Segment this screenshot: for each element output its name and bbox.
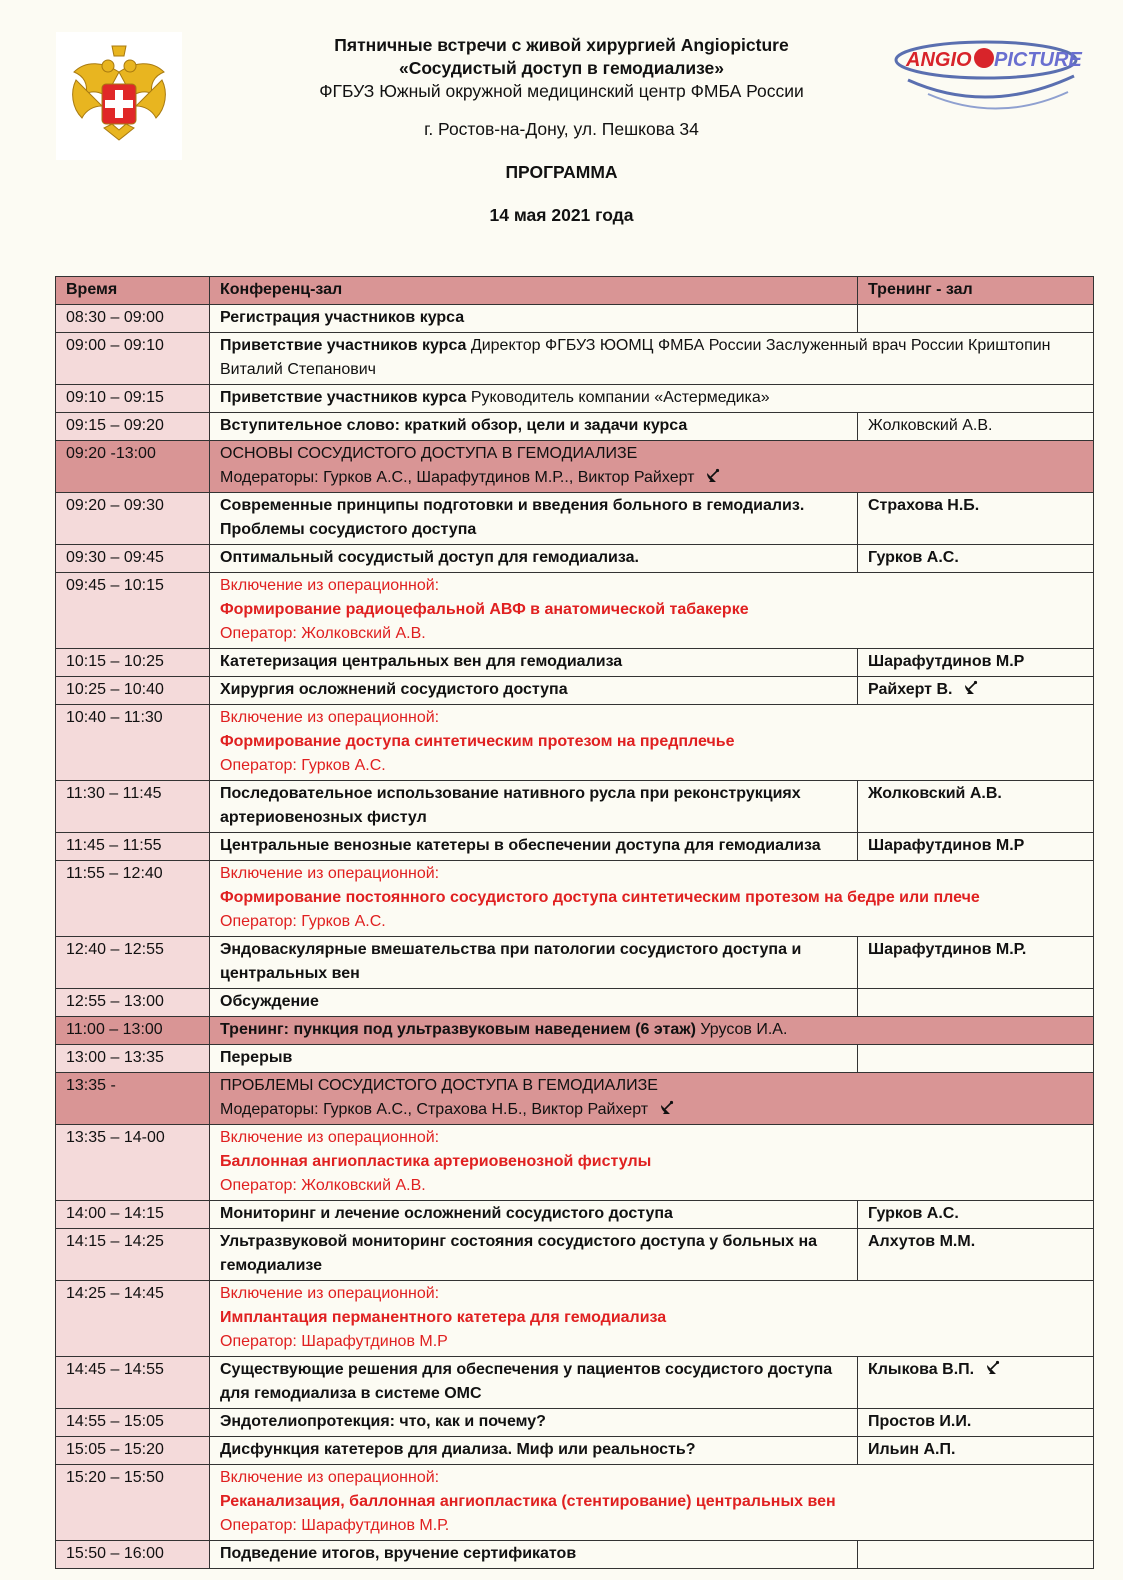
- time-cell: 13:35 -: [56, 1073, 210, 1125]
- trainer-cell: [858, 1229, 1094, 1281]
- topic-cell: [210, 677, 858, 705]
- live-intro: Включение из операционной:: [220, 1285, 440, 1302]
- topic-cell: [210, 705, 1094, 781]
- section-row: [56, 1073, 1094, 1125]
- topic-cell: [210, 937, 858, 989]
- trainer-cell: [858, 545, 1094, 573]
- trainer-name: Алхутов М.М.: [868, 1233, 976, 1250]
- trainer-cell: [858, 1201, 1094, 1229]
- operator: Оператор: Жолковский А.В.: [220, 1177, 426, 1194]
- course-title: «Сосудистый доступ в гемодиализе»: [398, 58, 725, 78]
- table-row: [56, 1281, 1094, 1357]
- topic-title: Оптимальный сосудистый доступ для гемодиализа.: [220, 549, 639, 566]
- col-train-header: Тренинг - зал: [858, 277, 1094, 305]
- topic-cell: [210, 1281, 1094, 1357]
- section-title: ОСНОВЫ СОСУДИСТОГО ДОСТУПА В ГЕМОДИАЛИЗЕ: [220, 445, 638, 462]
- topic-details: Руководитель компании «Астермедика»: [466, 389, 770, 406]
- time-cell: 11:00 – 13:00: [56, 1017, 210, 1045]
- trainer-cell: [858, 1409, 1094, 1437]
- operator: Оператор: Гурков А.С.: [220, 757, 386, 774]
- topic-title: Эндотелиопротекция: что, как и почему?: [220, 1413, 546, 1430]
- moderators-text: Модераторы: Гурков А.С., Шарафутдинов М.Р.., Виктор Райхерт: [220, 469, 695, 486]
- time-cell: 09:20 – 09:30: [56, 493, 210, 545]
- topic-title: Тренинг: пункция под ультразвуковым наведением (6 этаж): [220, 1021, 696, 1038]
- live-title: Формирование радиоцефальной АВФ в анатомической табакерке: [220, 601, 749, 618]
- table-row: [56, 677, 1094, 705]
- trainer-name: Райхерт В.: [868, 681, 953, 698]
- table-row: [56, 305, 1094, 333]
- topic-cell: [210, 1017, 1094, 1045]
- topic-cell: [210, 1229, 858, 1281]
- topic-title: Катетеризация центральных вен для гемодиализа: [220, 653, 623, 670]
- time-cell: 09:20 -13:00: [56, 441, 210, 493]
- table-row: [56, 333, 1094, 385]
- topic-cell: [210, 1201, 858, 1229]
- program-table: [55, 276, 1094, 1569]
- operator: Оператор: Жолковский А.В.: [220, 625, 426, 642]
- trainer-name: Шарафутдинов М.Р: [868, 653, 1025, 670]
- operator: Оператор: Гурков А.С.: [220, 913, 386, 930]
- trainer-cell: [858, 649, 1094, 677]
- table-row: [56, 989, 1094, 1017]
- table-row: [56, 1465, 1094, 1541]
- time-cell: 09:10 – 09:15: [56, 385, 210, 413]
- trainer-cell: [858, 305, 1094, 333]
- time-cell: 13:00 – 13:35: [56, 1045, 210, 1073]
- section-title: ПРОБЛЕМЫ СОСУДИСТОГО ДОСТУПА В ГЕМОДИАЛИЗЕ: [220, 1077, 658, 1094]
- live-intro: Включение из операционной:: [220, 577, 440, 594]
- section-row: [56, 441, 1094, 493]
- trainer-cell: [858, 677, 1094, 705]
- trainer-name: Жолковский А.В.: [868, 417, 993, 434]
- trainer-name: Клыкова В.П.: [868, 1361, 975, 1378]
- trainer-name: Ильин А.П.: [868, 1441, 956, 1458]
- svg-text:PICTURE: PICTURE: [994, 49, 1082, 71]
- time-cell: 13:35 – 14-00: [56, 1125, 210, 1201]
- topic-details: Урусов И.А.: [695, 1021, 788, 1038]
- trainer-cell: [858, 937, 1094, 989]
- time-cell: 15:50 – 16:00: [56, 1541, 210, 1569]
- table-row: [56, 1409, 1094, 1437]
- live-intro: Включение из операционной:: [220, 865, 440, 882]
- topic-cell: [210, 1357, 858, 1409]
- col-time-header: Время: [56, 277, 210, 305]
- live-intro: Включение из операционной:: [220, 1469, 440, 1486]
- time-cell: 09:15 – 09:20: [56, 413, 210, 441]
- topic-title: Существующие решения для обеспечения у пациентов сосудистого доступа для гемодиализа в системе ОМС: [220, 1361, 833, 1402]
- program-date: 14 мая 2021 года: [489, 205, 634, 225]
- topic-title: Современные принципы подготовки и введения больного в гемодиализ. Проблемы сосудистого доступа: [220, 497, 805, 538]
- topic-cell: [210, 413, 858, 441]
- live-title: Имплантация перманентного катетера для гемодиализа: [220, 1309, 667, 1326]
- trainer-name: Жолковский А.В.: [868, 785, 1002, 802]
- time-cell: 10:15 – 10:25: [56, 649, 210, 677]
- satellite-dish-icon: [658, 1099, 676, 1117]
- time-cell: 14:45 – 14:55: [56, 1357, 210, 1409]
- satellite-dish-icon: [962, 679, 980, 697]
- time-cell: 10:25 – 10:40: [56, 677, 210, 705]
- topic-title: Мониторинг и лечение осложнений сосудистого доступа: [220, 1205, 673, 1222]
- table-row: [56, 1357, 1094, 1409]
- program-heading: ПРОГРАММА: [505, 162, 618, 182]
- trainer-cell: [858, 413, 1094, 441]
- table-row: [56, 573, 1094, 649]
- satellite-dish-icon: [984, 1359, 1002, 1377]
- table-header-row: [56, 277, 1094, 305]
- topic-cell: [210, 1073, 1094, 1125]
- table-row: [56, 1125, 1094, 1201]
- topic-title: Подведение итогов, вручение сертификатов: [220, 1545, 577, 1562]
- trainer-cell: [858, 1357, 1094, 1409]
- topic-title: Эндоваскулярные вмешательства при патологии сосудистого доступа и центральных вен: [220, 941, 802, 982]
- topic-title: Ультразвуковой мониторинг состояния сосудистого доступа у больных на гемодиализе: [220, 1233, 818, 1274]
- col-conf-header: Конференц-зал: [210, 277, 858, 305]
- topic-cell: [210, 861, 1094, 937]
- document-header: [0, 34, 1123, 226]
- topic-cell: [210, 333, 1094, 385]
- organization: ФГБУЗ Южный окружной медицинский центр ФМБА России: [319, 81, 804, 101]
- topic-details: Директор ФГБУЗ ЮОМЦ ФМБА России Заслуженный врач России Криштопин Виталий Степанович: [220, 337, 1051, 378]
- time-cell: 14:55 – 15:05: [56, 1409, 210, 1437]
- event-title: Пятничные встречи с живой хирургией Angiopicture: [334, 35, 789, 55]
- operator: Оператор: Шарафутдинов М.Р.: [220, 1517, 450, 1534]
- time-cell: 11:30 – 11:45: [56, 781, 210, 833]
- time-cell: 14:25 – 14:45: [56, 1281, 210, 1357]
- trainer-name: Гурков А.С.: [868, 549, 959, 566]
- table-row: [56, 705, 1094, 781]
- trainer-cell: [858, 833, 1094, 861]
- trainer-name: Гурков А.С.: [868, 1205, 959, 1222]
- table-row: [56, 781, 1094, 833]
- table-row: [56, 413, 1094, 441]
- live-intro: Включение из операционной:: [220, 1129, 440, 1146]
- trainer-cell: [858, 781, 1094, 833]
- topic-cell: [210, 833, 858, 861]
- topic-cell: [210, 305, 858, 333]
- trainer-cell: [858, 1541, 1094, 1569]
- table-row: [56, 493, 1094, 545]
- table-row: [56, 1017, 1094, 1045]
- table-row: [56, 1437, 1094, 1465]
- time-cell: 15:20 – 15:50: [56, 1465, 210, 1541]
- topic-cell: [210, 441, 1094, 493]
- table-row: [56, 545, 1094, 573]
- time-cell: 14:00 – 14:15: [56, 1201, 210, 1229]
- table-row: [56, 649, 1094, 677]
- topic-cell: [210, 1045, 858, 1073]
- svg-text:ANGIO: ANGIO: [906, 49, 972, 71]
- trainer-name: Простов И.И.: [868, 1413, 972, 1430]
- topic-title: Обсуждение: [220, 993, 319, 1010]
- topic-cell: [210, 1437, 858, 1465]
- time-cell: 09:30 – 09:45: [56, 545, 210, 573]
- topic-title: Центральные венозные катетеры в обеспечении доступа для гемодиализа: [220, 837, 821, 854]
- topic-cell: [210, 1465, 1094, 1541]
- operator: Оператор: Шарафутдинов М.Р: [220, 1333, 448, 1350]
- table-row: [56, 1201, 1094, 1229]
- topic-cell: [210, 989, 858, 1017]
- time-cell: 09:45 – 10:15: [56, 573, 210, 649]
- trainer-cell: [858, 1437, 1094, 1465]
- trainer-name: Шарафутдинов М.Р.: [868, 941, 1027, 958]
- moderators-line: [220, 466, 1083, 490]
- trainer-cell: [858, 493, 1094, 545]
- address: г. Ростов-на-Дону, ул. Пешкова 34: [424, 119, 699, 139]
- trainer-cell: [858, 1045, 1094, 1073]
- time-cell: 10:40 – 11:30: [56, 705, 210, 781]
- topic-title: Последовательное использование нативного русла при реконструкциях артериовенозных фистул: [220, 785, 801, 826]
- table-row: [56, 833, 1094, 861]
- topic-cell: [210, 1409, 858, 1437]
- time-cell: 08:30 – 09:00: [56, 305, 210, 333]
- trainer-name: Шарафутдинов М.Р: [868, 837, 1025, 854]
- topic-title: Дисфункция катетеров для диализа. Миф или реальность?: [220, 1441, 696, 1458]
- time-cell: 09:00 – 09:10: [56, 333, 210, 385]
- time-cell: 11:55 – 12:40: [56, 861, 210, 937]
- satellite-dish-icon: [704, 467, 722, 485]
- table-row: [56, 1045, 1094, 1073]
- topic-cell: [210, 545, 858, 573]
- topic-title: Приветствие участников курса: [220, 389, 467, 406]
- trainer-cell: [858, 989, 1094, 1017]
- live-title: Баллонная ангиопластика артериовенозной фистулы: [220, 1153, 652, 1170]
- topic-title: Перерыв: [220, 1049, 293, 1066]
- time-cell: 15:05 – 15:20: [56, 1437, 210, 1465]
- topic-cell: [210, 649, 858, 677]
- time-cell: 12:40 – 12:55: [56, 937, 210, 989]
- live-title: Формирование постоянного сосудистого доступа синтетическим протезом на бедре или плече: [220, 889, 980, 906]
- table-row: [56, 1229, 1094, 1281]
- moderators-text: Модераторы: Гурков А.С., Страхова Н.Б., Виктор Райхерт: [220, 1101, 649, 1118]
- topic-cell: [210, 385, 1094, 413]
- time-cell: 12:55 – 13:00: [56, 989, 210, 1017]
- topic-title: Хирургия осложнений сосудистого доступа: [220, 681, 568, 698]
- topic-cell: [210, 1125, 1094, 1201]
- topic-title: Вступительное слово: краткий обзор, цели и задачи курса: [220, 417, 688, 434]
- live-title: Реканализация, баллонная ангиопластика (стентирование) центральных вен: [220, 1493, 836, 1510]
- moderators-line: [220, 1098, 1083, 1122]
- topic-cell: [210, 1541, 858, 1569]
- table-row: [56, 385, 1094, 413]
- topic-cell: [210, 493, 858, 545]
- topic-title: Приветствие участников курса: [220, 337, 467, 354]
- table-row: [56, 937, 1094, 989]
- topic-cell: [210, 573, 1094, 649]
- trainer-name: Страхова Н.Б.: [868, 497, 980, 514]
- table-row: [56, 861, 1094, 937]
- live-intro: Включение из операционной:: [220, 709, 440, 726]
- live-title: Формирование доступа синтетическим протезом на предплечье: [220, 733, 735, 750]
- time-cell: 14:15 – 14:25: [56, 1229, 210, 1281]
- topic-cell: [210, 781, 858, 833]
- time-cell: 11:45 – 11:55: [56, 833, 210, 861]
- table-row: [56, 1541, 1094, 1569]
- topic-title: Регистрация участников курса: [220, 309, 465, 326]
